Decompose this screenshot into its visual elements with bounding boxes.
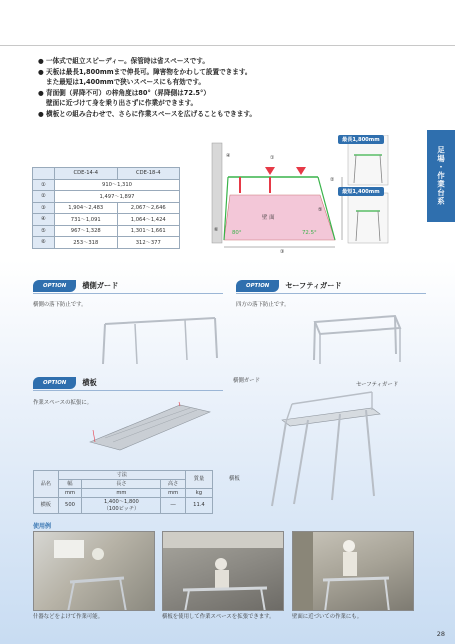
table-row: 横板 500 1,400～1,800 （100ピッチ） ― 11.4 bbox=[34, 498, 213, 514]
option-divider bbox=[33, 293, 223, 294]
option-description: 横側の落下防止です。 bbox=[33, 302, 87, 308]
feature-item: ● 背面側（昇降不可）の梓角度は80°（昇降側は72.5°） bbox=[38, 88, 210, 97]
table-row: ④ 731～1,091 1,064～1,424 bbox=[33, 214, 180, 226]
usage-photo-3 bbox=[292, 531, 414, 611]
top-rule bbox=[0, 45, 455, 46]
spec-header bbox=[33, 168, 55, 180]
svg-text:③: ③ bbox=[280, 249, 285, 255]
assembly-illustration bbox=[262, 380, 392, 510]
feature-item: ● 横板との組み合わせで、さらに作業スペースを広げることもできます。 bbox=[38, 109, 257, 118]
svg-text:⑤: ⑤ bbox=[318, 207, 323, 213]
option-badge: OPTION bbox=[33, 280, 76, 292]
option-divider bbox=[33, 390, 223, 391]
usage-label: 使用例 bbox=[33, 523, 52, 530]
option-header-side-guard bbox=[33, 280, 118, 292]
usage-photo-2-drawing bbox=[163, 532, 284, 611]
option-header-safety-guard bbox=[236, 280, 342, 292]
option-title: 横側ガード bbox=[82, 281, 119, 290]
table-row: ⑤ 967～1,328 1,301～1,661 bbox=[33, 225, 180, 237]
dimension-diagram bbox=[210, 135, 390, 255]
usage-caption: 壁面に近づいての作業にも。 bbox=[292, 614, 363, 620]
spec-header: CDE-18-4 bbox=[117, 168, 180, 180]
usage-photo-2 bbox=[162, 531, 284, 611]
feature-list bbox=[38, 56, 338, 119]
option-badge: OPTION bbox=[236, 280, 279, 292]
wall-label: 壁 面 bbox=[262, 215, 275, 221]
feature-item: また最短は1,400mmで狭いスペースにも有効です。 bbox=[46, 78, 206, 86]
table-row: ⑥ 253～318 312～377 bbox=[33, 237, 180, 249]
angle-left-label: 80° bbox=[232, 230, 242, 236]
svg-text:①: ① bbox=[270, 155, 275, 161]
category-side-tab[interactable]: 足場・作業台系 bbox=[427, 130, 455, 222]
option-description: 作業スペースの拡張に。 bbox=[33, 400, 93, 406]
feature-item: ● 一体式で組立スピーディー。保管時は省スペースです。 bbox=[38, 57, 209, 65]
usage-caption: 什器などをよけて作業可能。 bbox=[33, 614, 104, 620]
usage-photo-1-drawing bbox=[34, 532, 155, 611]
angle-right-label: 72.5° bbox=[302, 230, 317, 236]
min-length-badge: 最短1,400mm bbox=[338, 187, 384, 196]
option-header-yokoita bbox=[33, 377, 97, 389]
safety-guard-callout: セーフティガード bbox=[356, 382, 399, 388]
table-row: ② 1,497～1,897 bbox=[33, 191, 180, 203]
table-row: ① 910～1,310 bbox=[33, 179, 180, 191]
svg-text:⑥: ⑥ bbox=[214, 227, 219, 233]
usage-caption: 横板を使用して作業スペースを拡張できます。 bbox=[162, 614, 275, 620]
option-badge: OPTION bbox=[33, 377, 76, 389]
feature-item: 壁面に近づけて身を乗り出さずに作業ができます。 bbox=[46, 99, 198, 107]
table-row: ③ 1,904～2,483 2,067～2,646 bbox=[33, 202, 180, 214]
option-divider bbox=[236, 293, 426, 294]
product-table: 品名 寸法 質量 幅 長さ 高さ mm mm mm kg 横板 500 1,400～1,800 （100ピッチ） ― 11.4 bbox=[33, 470, 213, 514]
feature-item: ● 天板は最長1,800mmまで伸長可。障害物をかわして設置できます。 bbox=[38, 67, 252, 76]
option-description: 四方の落下防止です。 bbox=[236, 302, 290, 308]
side-guard-image bbox=[95, 308, 225, 366]
spec-header: CDE-14-4 bbox=[55, 168, 118, 180]
svg-text:④: ④ bbox=[226, 153, 231, 159]
svg-text:②: ② bbox=[330, 177, 335, 183]
side-guard-callout: 横側ガード bbox=[233, 378, 260, 384]
usage-photo-3-drawing bbox=[293, 532, 414, 611]
spec-table bbox=[32, 167, 180, 249]
max-length-badge: 最長1,800mm bbox=[338, 135, 384, 144]
yokoita-board-image bbox=[85, 400, 215, 455]
yokoita-callout: 横板 bbox=[229, 476, 240, 482]
option-title: セーフティガード bbox=[285, 281, 342, 290]
option-title: 横板 bbox=[82, 378, 97, 387]
page-number: 28 bbox=[436, 630, 445, 638]
safety-guard-image bbox=[300, 308, 410, 366]
usage-photo-1 bbox=[33, 531, 155, 611]
